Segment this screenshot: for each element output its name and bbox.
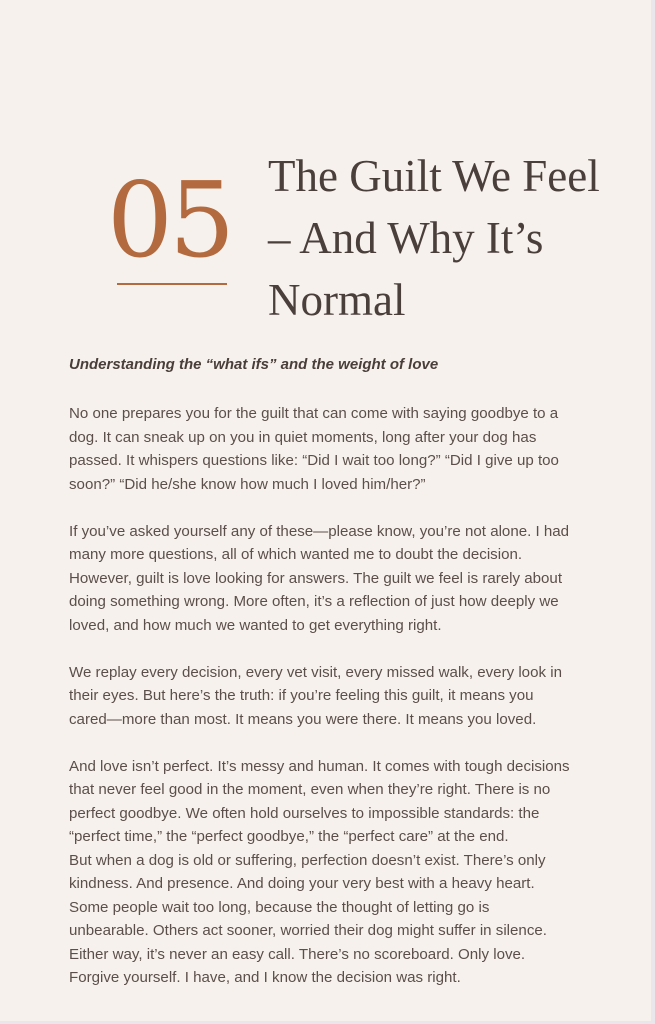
text-line: Forgive yourself. I have, and I know the decision was right.	[69, 969, 461, 986]
chapter-number-underline	[117, 283, 227, 285]
chapter-title-line: Normal	[268, 275, 406, 325]
text-line: And love isn’t perfect. It’s messy and human. It comes with tough decisions	[69, 757, 570, 775]
chapter-body	[69, 402, 609, 1013]
chapter-title-line: – And Why It’s	[268, 213, 544, 263]
text-line: many more questions, all of which wanted me to doubt the decision.	[69, 546, 523, 563]
body-paragraph	[69, 402, 609, 496]
chapter-subtitle: Understanding the “what ifs” and the weight of love	[69, 356, 439, 373]
body-paragraph	[69, 755, 609, 990]
text-line: We replay every decision, every vet visit, every missed walk, every look in	[69, 663, 562, 681]
text-line: unbearable. Others act sooner, worried their dog might suffer in silence.	[69, 922, 547, 939]
text-line: loved, and how much we wanted to get everything right.	[69, 616, 442, 634]
text-line: soon?” “Did he/she know how much I loved him/her?”	[69, 475, 426, 493]
text-line: Either way, it’s never an easy call. There’s no scoreboard. Only love.	[69, 945, 526, 963]
text-line: Some people wait too long, because the thought of letting go is	[69, 898, 490, 916]
text-line: perfect goodbye. We often hold ourselves to impossible standards: the	[69, 804, 540, 822]
text-line: that never feel good in the moment, even when they’re right. There is no	[69, 781, 551, 798]
text-line: their eyes. But here’s the truth: if you’re feeling this guilt, it means you	[69, 687, 534, 704]
text-line: “perfect time,” the “perfect goodbye,” the “perfect care” at the end.	[69, 828, 509, 845]
chapter-title-line: The Guilt We Feel	[268, 151, 600, 201]
text-line: But when a dog is old or suffering, perfection doesn’t exist. There’s only	[69, 851, 546, 869]
text-line: However, guilt is love looking for answers. The guilt we feel is rarely about	[69, 569, 563, 587]
text-line: cared—more than most. It means you were there. It means you loved.	[69, 710, 537, 728]
text-line: doing something wrong. More often, it’s a reflection of just how deeply we	[69, 593, 559, 610]
text-line: dog. It can sneak up on you in quiet moments, long after your dog has	[69, 428, 537, 446]
text-line: passed. It whispers questions like: “Did I wait too long?” “Did I give up too	[69, 452, 559, 469]
chapter-title	[268, 145, 638, 331]
text-line: If you’ve asked yourself any of these—please know, you’re not alone. I had	[69, 522, 570, 540]
text-line: No one prepares you for the guilt that can come with saying goodbye to a	[69, 405, 559, 422]
text-line: kindness. And presence. And doing your very best with a heavy heart.	[69, 875, 535, 892]
body-paragraph	[69, 520, 609, 638]
body-paragraph	[69, 661, 609, 732]
chapter-number: 05	[106, 159, 232, 281]
